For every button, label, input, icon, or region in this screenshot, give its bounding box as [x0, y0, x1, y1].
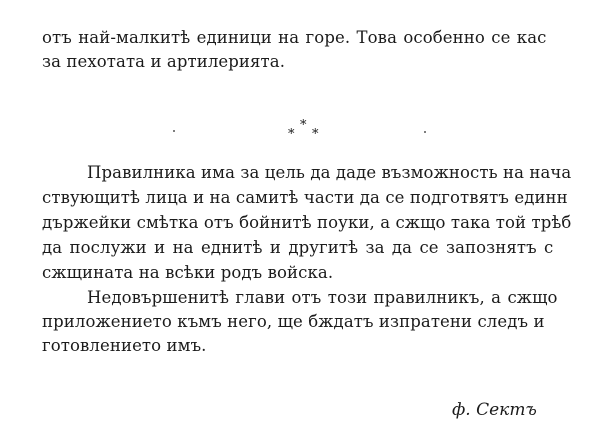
print-speck	[173, 130, 175, 132]
text-line: за пехотата и артилерията.	[42, 52, 286, 71]
author-signature: ф. Сектъ	[452, 400, 537, 420]
text-line: ствующитѣ лица и на самитѣ части да се подготвятъ единн	[42, 188, 568, 207]
text-line: готовлението имъ.	[42, 336, 207, 355]
text-line: държейки смѣтка отъ бойнитѣ поуки, а сжщо така той трѣб	[42, 213, 572, 232]
text-line: да послужи и на еднитѣ и другитѣ за да се запознятъ с	[42, 238, 554, 257]
text-line: сжщината на всѣки родъ войска.	[42, 263, 334, 282]
separator-star: *	[300, 118, 307, 133]
text-line: Недовършенитѣ глави отъ този правилникъ, а сжщо	[87, 288, 558, 307]
text-line: отъ най-малкитѣ единици на горе. Това особенно се кас	[42, 28, 547, 47]
text-line: Правилника има за цель да даде възможность на нача	[87, 163, 572, 182]
separator-star: *	[288, 127, 295, 142]
print-speck	[424, 131, 426, 133]
text-line: приложението къмъ него, ще бждатъ изпратени следъ и	[42, 312, 545, 331]
separator-star: *	[312, 127, 319, 142]
section-separator	[288, 118, 328, 144]
